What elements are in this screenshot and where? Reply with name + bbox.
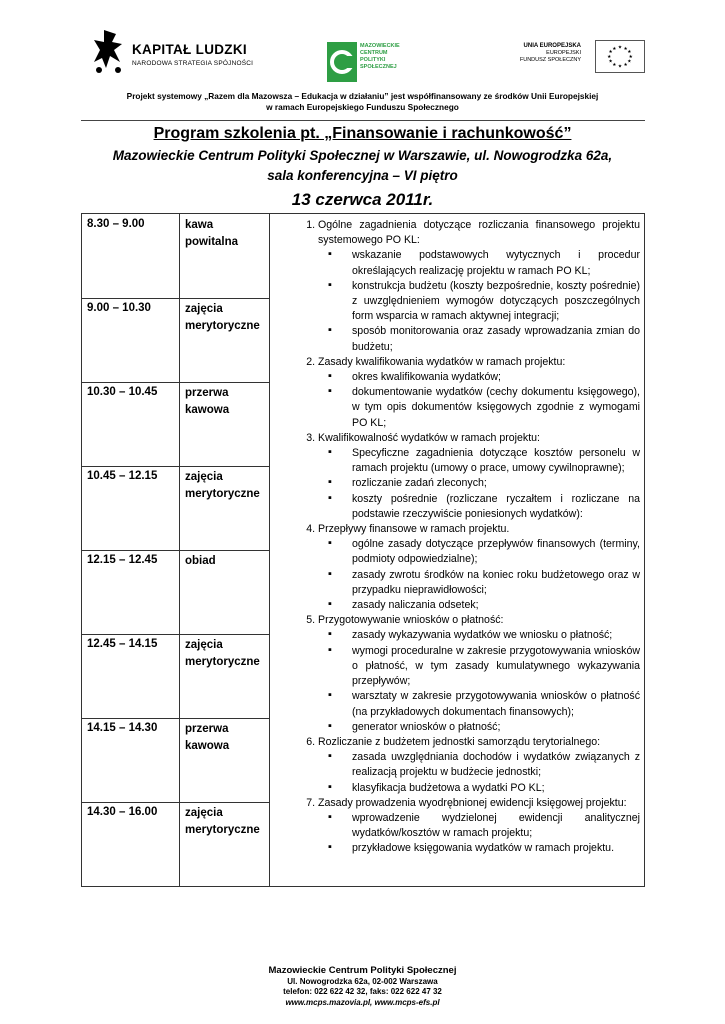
svg-text:★: ★ [623,46,628,52]
program-topic [318,355,640,431]
schedule-activity: zajęcia merytoryczne [185,471,260,500]
program-topic-title: Zasady kwalifikowania wydatków w ramach projektu: [318,355,566,368]
page-title: Program szkolenia pt. „Finansowanie i rachunkowość” [153,125,572,142]
program-topic-title: Ogólne zagadnienia dotyczące rozliczania finansowego projektu systemowego PO KL: [318,219,640,247]
program-topic [318,218,640,355]
program-item: ▪ sposób monitorowania oraz zasady wprowadzania zmian do budżetu; [352,324,640,354]
program-topic-items [318,537,640,613]
program-item: ▪ przykładowe księgowania wydatków w ramach projektu. [352,841,640,856]
schedule-time: 9.00 – 10.30 [87,302,151,314]
program-item: ▪ ogólne zasady dotyczące przepływów finansowych (terminy, podmioty odpowiedzialne); [352,537,640,567]
kapital-ludzki-subtitle: NARODOWA STRATEGIA SPÓJNOŚCI [132,60,254,67]
mcps-logo-line: SPOŁECZNEJ [360,64,397,70]
program-topic [318,522,640,613]
schedule-time: 10.30 – 10.45 [87,386,158,398]
program-topic-items [318,811,640,857]
mcps-mark-icon [327,42,357,82]
program-item: ▪ okres kwalifikowania wydatków; [352,370,640,385]
venue-line-1: Mazowieckie Centrum Polityki Społecznej w Warszawie, ul. Nowogrodzka 62a, [112,148,613,163]
eu-logo-line1: UNIA EUROPEJSKA [523,43,581,49]
svg-text:★: ★ [608,50,613,56]
program-topic-items [318,446,640,522]
program-item: ▪ zasady zwrotu środków na koniec roku budżetowego oraz w przypadku nieprawidłowości; [352,568,640,598]
eu-logo-line3: FUNDUSZ SPOŁECZNY [519,57,581,63]
eu-flag-icon [595,40,645,73]
svg-text:★: ★ [617,45,623,51]
svg-text:★: ★ [617,64,623,70]
training-date: 13 czerwca 2011r. [291,190,434,209]
schedule-time: 10.45 – 12.15 [87,470,158,482]
footer-address: Ul. Nowogrodzka 62a, 02-002 Warszawa [287,976,438,986]
schedule-activity: kawa powitalna [185,219,239,248]
program-topics [275,218,640,857]
mcps-logo-line: MAZOWIECKIE [360,43,400,49]
program-item: ▪ wprowadzenie wydzielonej ewidencji analitycznej wydatków/kosztów w ramach projektu; [352,811,640,841]
schedule-time: 14.15 – 14.30 [87,722,158,734]
svg-text:★: ★ [607,54,612,60]
program-item: ▪ zasady wykazywania wydatków we wniosku o płatność; [352,628,640,643]
svg-text:★: ★ [628,54,633,60]
project-line-2: w ramach Europejskiego Funduszu Społecznego [266,102,459,112]
schedule-table [81,213,645,887]
program-item: ▪ wskazanie podstawowych wytycznych i procedur określających realizację projektu w ramach PO KL; [352,248,640,278]
program-topic-title: Rozliczanie z budżetem jednostki samorządu terytorialnego: [318,735,601,748]
schedule-activity: zajęcia merytoryczne [185,303,260,332]
program-topic [318,796,640,857]
program-item: ▪ zasada uwzględniania dochodów i wydatków związanych z realizacją projektu w budżecie jednostki; [352,750,640,780]
program-item: ▪ dokumentowanie wydatków (cechy dokumentu księgowego), w tym opis dokumentów księgowych zgodnie z wymogami PO KL; [352,385,640,431]
schedule-time: 8.30 – 9.00 [87,218,145,230]
mcps-logo-line: CENTRUM [360,50,388,56]
program-topic-items [318,628,640,734]
program-topic-title: Przygotowywanie wniosków o płatność: [318,614,504,627]
schedule-time: 14.30 – 16.00 [87,806,158,818]
svg-text:★: ★ [612,62,617,68]
schedule-time: 12.15 – 12.45 [87,554,158,566]
schedule-activity: zajęcia merytoryczne [185,807,260,836]
svg-text:★: ★ [627,59,632,65]
column-divider [269,214,270,886]
row-divider [82,382,269,383]
venue-line-2: sala konferencyjna – VI piętro [267,168,458,183]
schedule-activity: przerwa kawowa [185,723,230,752]
project-line-1: Projekt systemowy „Razem dla Mazowsza – Edukacja w działaniu” jest współfinansowany ze środków Unii Europejskiej [126,91,599,101]
program-item: ▪ warsztaty w zakresie przygotowywania wniosków o płatność (na przykładowych dokumentach finansowych); [352,689,640,719]
program-item: ▪ konstrukcja budżetu (koszty bezpośrednie, koszty pośrednie) z uwzględnieniem wymogów dotyczących poszczególnych form wsparcia w ramach aktywnej integracji; [352,279,640,325]
svg-text:★: ★ [627,50,632,56]
mcps-logo [327,42,417,82]
footer [180,966,545,1008]
kapital-ludzki-figure-icon [92,28,126,76]
program-topic [318,431,640,522]
mcps-logo-text [360,43,420,71]
program-item: ▪ wymogi proceduralne w zakresie przygotowywania wniosków o płatność, w tym zasady kumulatywnego wykazywania przepływów; [352,644,640,690]
program-topic [318,735,640,796]
schedule-activity: obiad [185,555,216,567]
row-divider [82,634,269,635]
program-topic-items [318,248,640,354]
kapital-ludzki-title: KAPITAŁ LUDZKI [132,42,247,57]
schedule-activity: przerwa kawowa [185,387,230,416]
program-topic-title: Kwalifikowalność wydatków w ramach projektu: [318,431,540,444]
svg-text:★: ★ [623,62,628,68]
program-item: ▪ Specyficzne zagadnienia dotyczące kosztów personelu w ramach projektu (umowy o prace, umowy cywilnoprawne); [352,446,640,476]
program-item: ▪ generator wniosków o płatność; [352,720,640,735]
row-divider [82,718,269,719]
kapital-ludzki-logo [92,28,262,80]
eu-logo-text [520,43,581,64]
eu-logo [515,40,635,74]
program-topic-items [318,750,640,796]
header-divider [81,120,645,121]
program-content [275,218,640,857]
footer-phone: telefon: 022 622 42 32, faks: 022 622 47 32 [283,987,442,996]
svg-text:★: ★ [608,59,613,65]
schedule-activity: zajęcia merytoryczne [185,639,260,668]
row-divider [82,466,269,467]
program-topic-items [318,370,640,431]
program-topic [318,613,640,735]
row-divider [82,802,269,803]
schedule-time: 12.45 – 14.15 [87,638,158,650]
mcps-logo-line: POLITYKI [360,57,386,63]
footer-web: www.mcps.mazovia.pl, www.mcps-efs.pl [285,997,440,1007]
program-topic-title: Zasady prowadzenia wyodrębnionej ewidencji księgowej projektu: [318,796,627,809]
footer-org-name: Mazowieckie Centrum Polityki Społecznej [268,965,457,976]
eu-logo-line2: EUROPEJSKI [546,50,581,56]
program-topic-title: Przepływy finansowe w ramach projektu. [318,523,510,536]
row-divider [82,550,269,551]
program-item: ▪ rozliczanie zadań zleconych; [352,476,640,491]
row-divider [82,298,269,299]
program-item: ▪ klasyfikacja budżetowa a wydatki PO KL; [352,781,640,796]
program-item: ▪ zasady naliczania odsetek; [352,598,640,613]
svg-text:★: ★ [612,46,617,52]
program-item: ▪ koszty pośrednie (rozliczane ryczałtem i rozliczane na podstawie rzeczywiście poniesionych wydatków): [352,492,640,522]
